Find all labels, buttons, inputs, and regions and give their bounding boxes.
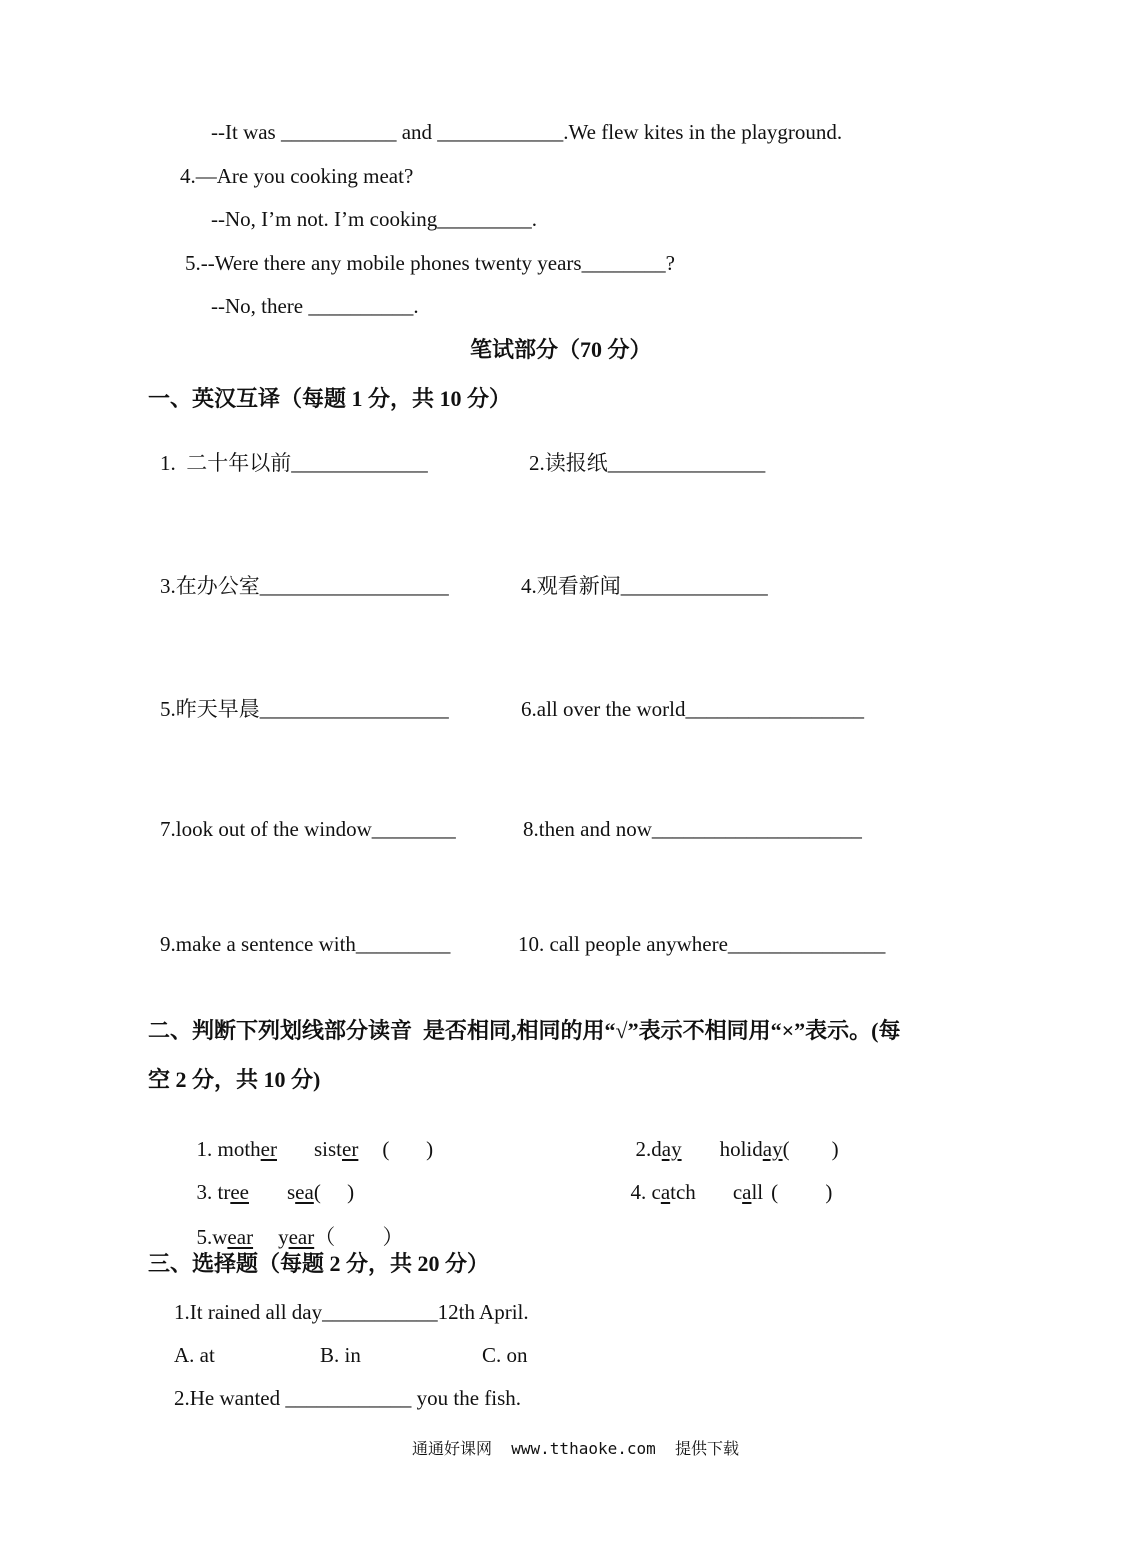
section1-title: 一、英汉互译（每题 1 分，共 10 分） bbox=[148, 386, 512, 411]
phonics-item-3 bbox=[186, 1161, 354, 1203]
word-2: holiday bbox=[719, 1137, 783, 1161]
word-2: call bbox=[732, 1180, 764, 1204]
underlined-part: ee bbox=[230, 1180, 249, 1204]
section3-title: 三、选择题（每题 2 分，共 20 分） bbox=[148, 1251, 490, 1276]
underlined-part: er bbox=[342, 1137, 359, 1161]
written-part-title: 笔试部分（70 分） bbox=[470, 337, 652, 362]
answer-blank[interactable]: ( ) bbox=[382, 1137, 434, 1161]
answer-blank[interactable]: ( ) bbox=[782, 1137, 839, 1161]
word-1: day bbox=[651, 1137, 682, 1161]
listening-q4-question: 4.—Are you cooking meat? bbox=[180, 164, 414, 188]
phonics-item-5 bbox=[186, 1206, 403, 1248]
section1-item-3: 3.在办公室__________________ bbox=[160, 574, 449, 598]
answer-blank[interactable]: （ ） bbox=[314, 1225, 404, 1249]
word-1: wear bbox=[212, 1225, 254, 1249]
section1-item-8: 8.then and now____________________ bbox=[523, 817, 862, 841]
section1-item-7: 7.look out of the window________ bbox=[160, 817, 456, 841]
listening-q3-answer: --It was ___________ and ____________.We flew kites in the playground. bbox=[211, 120, 843, 144]
listening-q4-answer: --No, I’m not. I’m cooking_________. bbox=[211, 207, 538, 231]
answer-blank[interactable]: ( ) bbox=[313, 1180, 355, 1204]
item-number: 5. bbox=[196, 1225, 213, 1249]
section1-item-5: 5.昨天早晨__________________ bbox=[160, 697, 449, 721]
section1-item-4: 4.观看新闻______________ bbox=[521, 574, 768, 598]
section3-q1-option-c[interactable]: C. on bbox=[482, 1343, 528, 1367]
word-1: tree bbox=[217, 1180, 249, 1204]
underlined-part: ay bbox=[762, 1137, 783, 1161]
section3-q1-option-b[interactable]: B. in bbox=[320, 1343, 361, 1367]
item-number: 2. bbox=[635, 1137, 652, 1161]
page-footer: 通通好课网 www.tthaoke.com 提供下载 bbox=[412, 1439, 740, 1458]
phonics-item-2 bbox=[625, 1118, 839, 1160]
underlined-part: ea bbox=[295, 1180, 314, 1204]
section2-title-line2: 空 2 分，共 10 分) bbox=[148, 1067, 321, 1092]
section3-question-2: 2.He wanted ____________ you the fish. bbox=[174, 1386, 522, 1410]
answer-blank[interactable]: ( ) bbox=[771, 1180, 833, 1204]
section1-item-10: 10. call people anywhere_______________ bbox=[518, 932, 886, 956]
underlined-part: a bbox=[742, 1180, 752, 1204]
word-1: mother bbox=[217, 1137, 277, 1161]
underlined-part: a bbox=[660, 1180, 671, 1204]
underlined-part: ear bbox=[288, 1225, 315, 1249]
section3-q1-option-a[interactable]: A. at bbox=[174, 1343, 215, 1367]
item-number: 1. bbox=[196, 1137, 218, 1161]
underlined-part: ay bbox=[661, 1137, 682, 1161]
word-2: sea bbox=[286, 1180, 314, 1204]
word-2: year bbox=[278, 1225, 315, 1249]
underlined-part: er bbox=[260, 1137, 277, 1161]
word-1: catch bbox=[651, 1180, 696, 1204]
underlined-part: ear bbox=[227, 1225, 254, 1249]
phonics-item-1 bbox=[186, 1118, 433, 1160]
item-number: 4. bbox=[630, 1180, 652, 1204]
section2-title-line1: 二、判断下列划线部分读音 是否相同,相同的用“√”表示不相同用“×”表示。(每 bbox=[148, 1018, 901, 1043]
item-number: 3. bbox=[196, 1180, 218, 1204]
phonics-item-4 bbox=[620, 1161, 832, 1203]
section1-item-1: 1. 二十年以前_____________ bbox=[160, 451, 428, 475]
section1-item-6: 6.all over the world_________________ bbox=[521, 697, 864, 721]
listening-q5-question: 5.--Were there any mobile phones twenty years________? bbox=[185, 251, 675, 275]
listening-q5-answer: --No, there __________. bbox=[211, 294, 419, 318]
section1-item-9: 9.make a sentence with_________ bbox=[160, 932, 451, 956]
word-2: sister bbox=[314, 1137, 359, 1161]
section3-question-1: 1.It rained all day___________12th April. bbox=[174, 1300, 529, 1324]
section1-item-2: 2.读报纸_______________ bbox=[529, 451, 766, 475]
